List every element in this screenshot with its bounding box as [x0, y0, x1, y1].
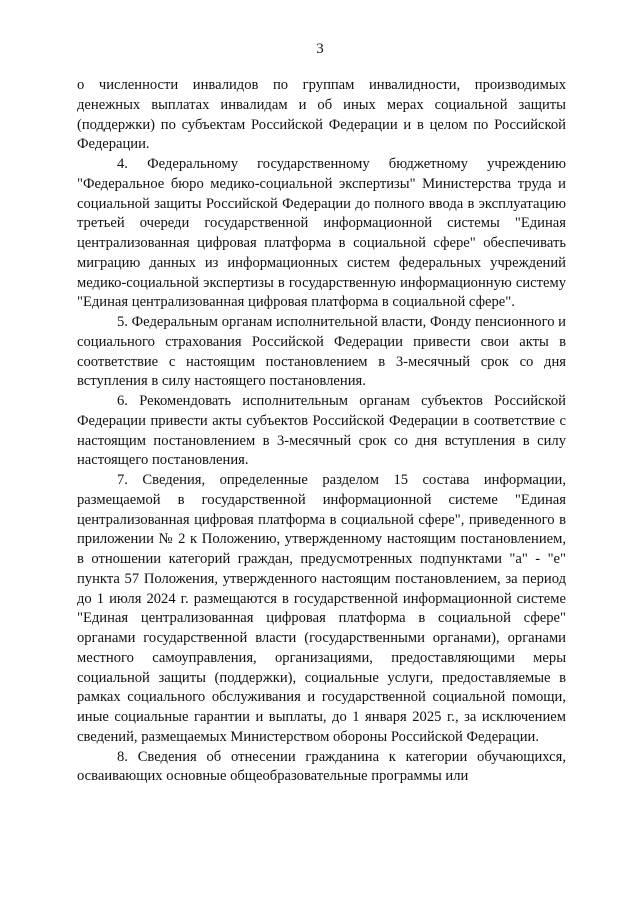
paragraph-item-4: 4. Федеральному государственному бюджетному учреждению "Федеральное бюро медико-социальной экспертизы" Министерства труда и социальной защиты Российской Федерации до полного ввода в эксплуатацию третьей очереди государственной информационной системы "Единая централизованная цифровая платформа в социальной сфере" обеспечивать миграцию данных из информационных систем федеральных учреждений медико-социальной экспертизы в государственную информационную систему "Единая централизованная цифровая платформа в социальной сфере".: [77, 156, 566, 311]
paragraph-item-6: 6. Рекомендовать исполнительным органам субъектов Российской Федерации привести акты субъектов Российской Федерации в соответствие с настоящим постановлением в 3-месячный срок со дня вступления в силу настоящего постановления.: [77, 393, 566, 469]
paragraph-continuation: о численности инвалидов по группам инвалидности, производимых денежных выплатах инвалидам и об иных мерах социальной защиты (поддержки) по субъектам Российской Федерации и в целом по Российской Федерации.: [77, 77, 566, 153]
paragraph-item-7: 7. Сведения, определенные разделом 15 состава информации, размещаемой в государственной информационной системе "Единая централизованная цифровая платформа в социальной сфере", приведенного в приложении № 2 к Положению, утвержденному настоящим постановлением, в отношении категорий граждан, предусмотренных подпунктами "а" - "е" пункта 57 Положения, утвержденного настоящим постановлением, за период до 1 июля 2024 г. размещаются в государственной информационной системе "Единая централизованная цифровая платформа в социальной сфере" органами государственной власти (государственными органами), органами местного самоуправления, организациями, предоставляющими меры социальной защиты (поддержки), социальные услуги, предоставляемые в рамках социального обслуживания и государственной социальной помощи, иные социальные гарантии и выплаты, до 1 января 2025 г., за исключением сведений, размещаемых Министерством обороны Российской Федерации.: [77, 472, 566, 745]
document-body: [77, 76, 566, 787]
paragraph-item-8: 8. Сведения об отнесении гражданина к категории обучающихся, осваивающих основные общеобразовательные программы или: [77, 748, 566, 785]
paragraph-item-5: 5. Федеральным органам исполнительной власти, Фонду пенсионного и социального страхования Российской Федерации привести свои акты в соответствие с настоящим постановлением в 3-месячный срок со дня вступления в силу настоящего постановления.: [77, 314, 566, 390]
page-number: 3: [316, 41, 324, 57]
